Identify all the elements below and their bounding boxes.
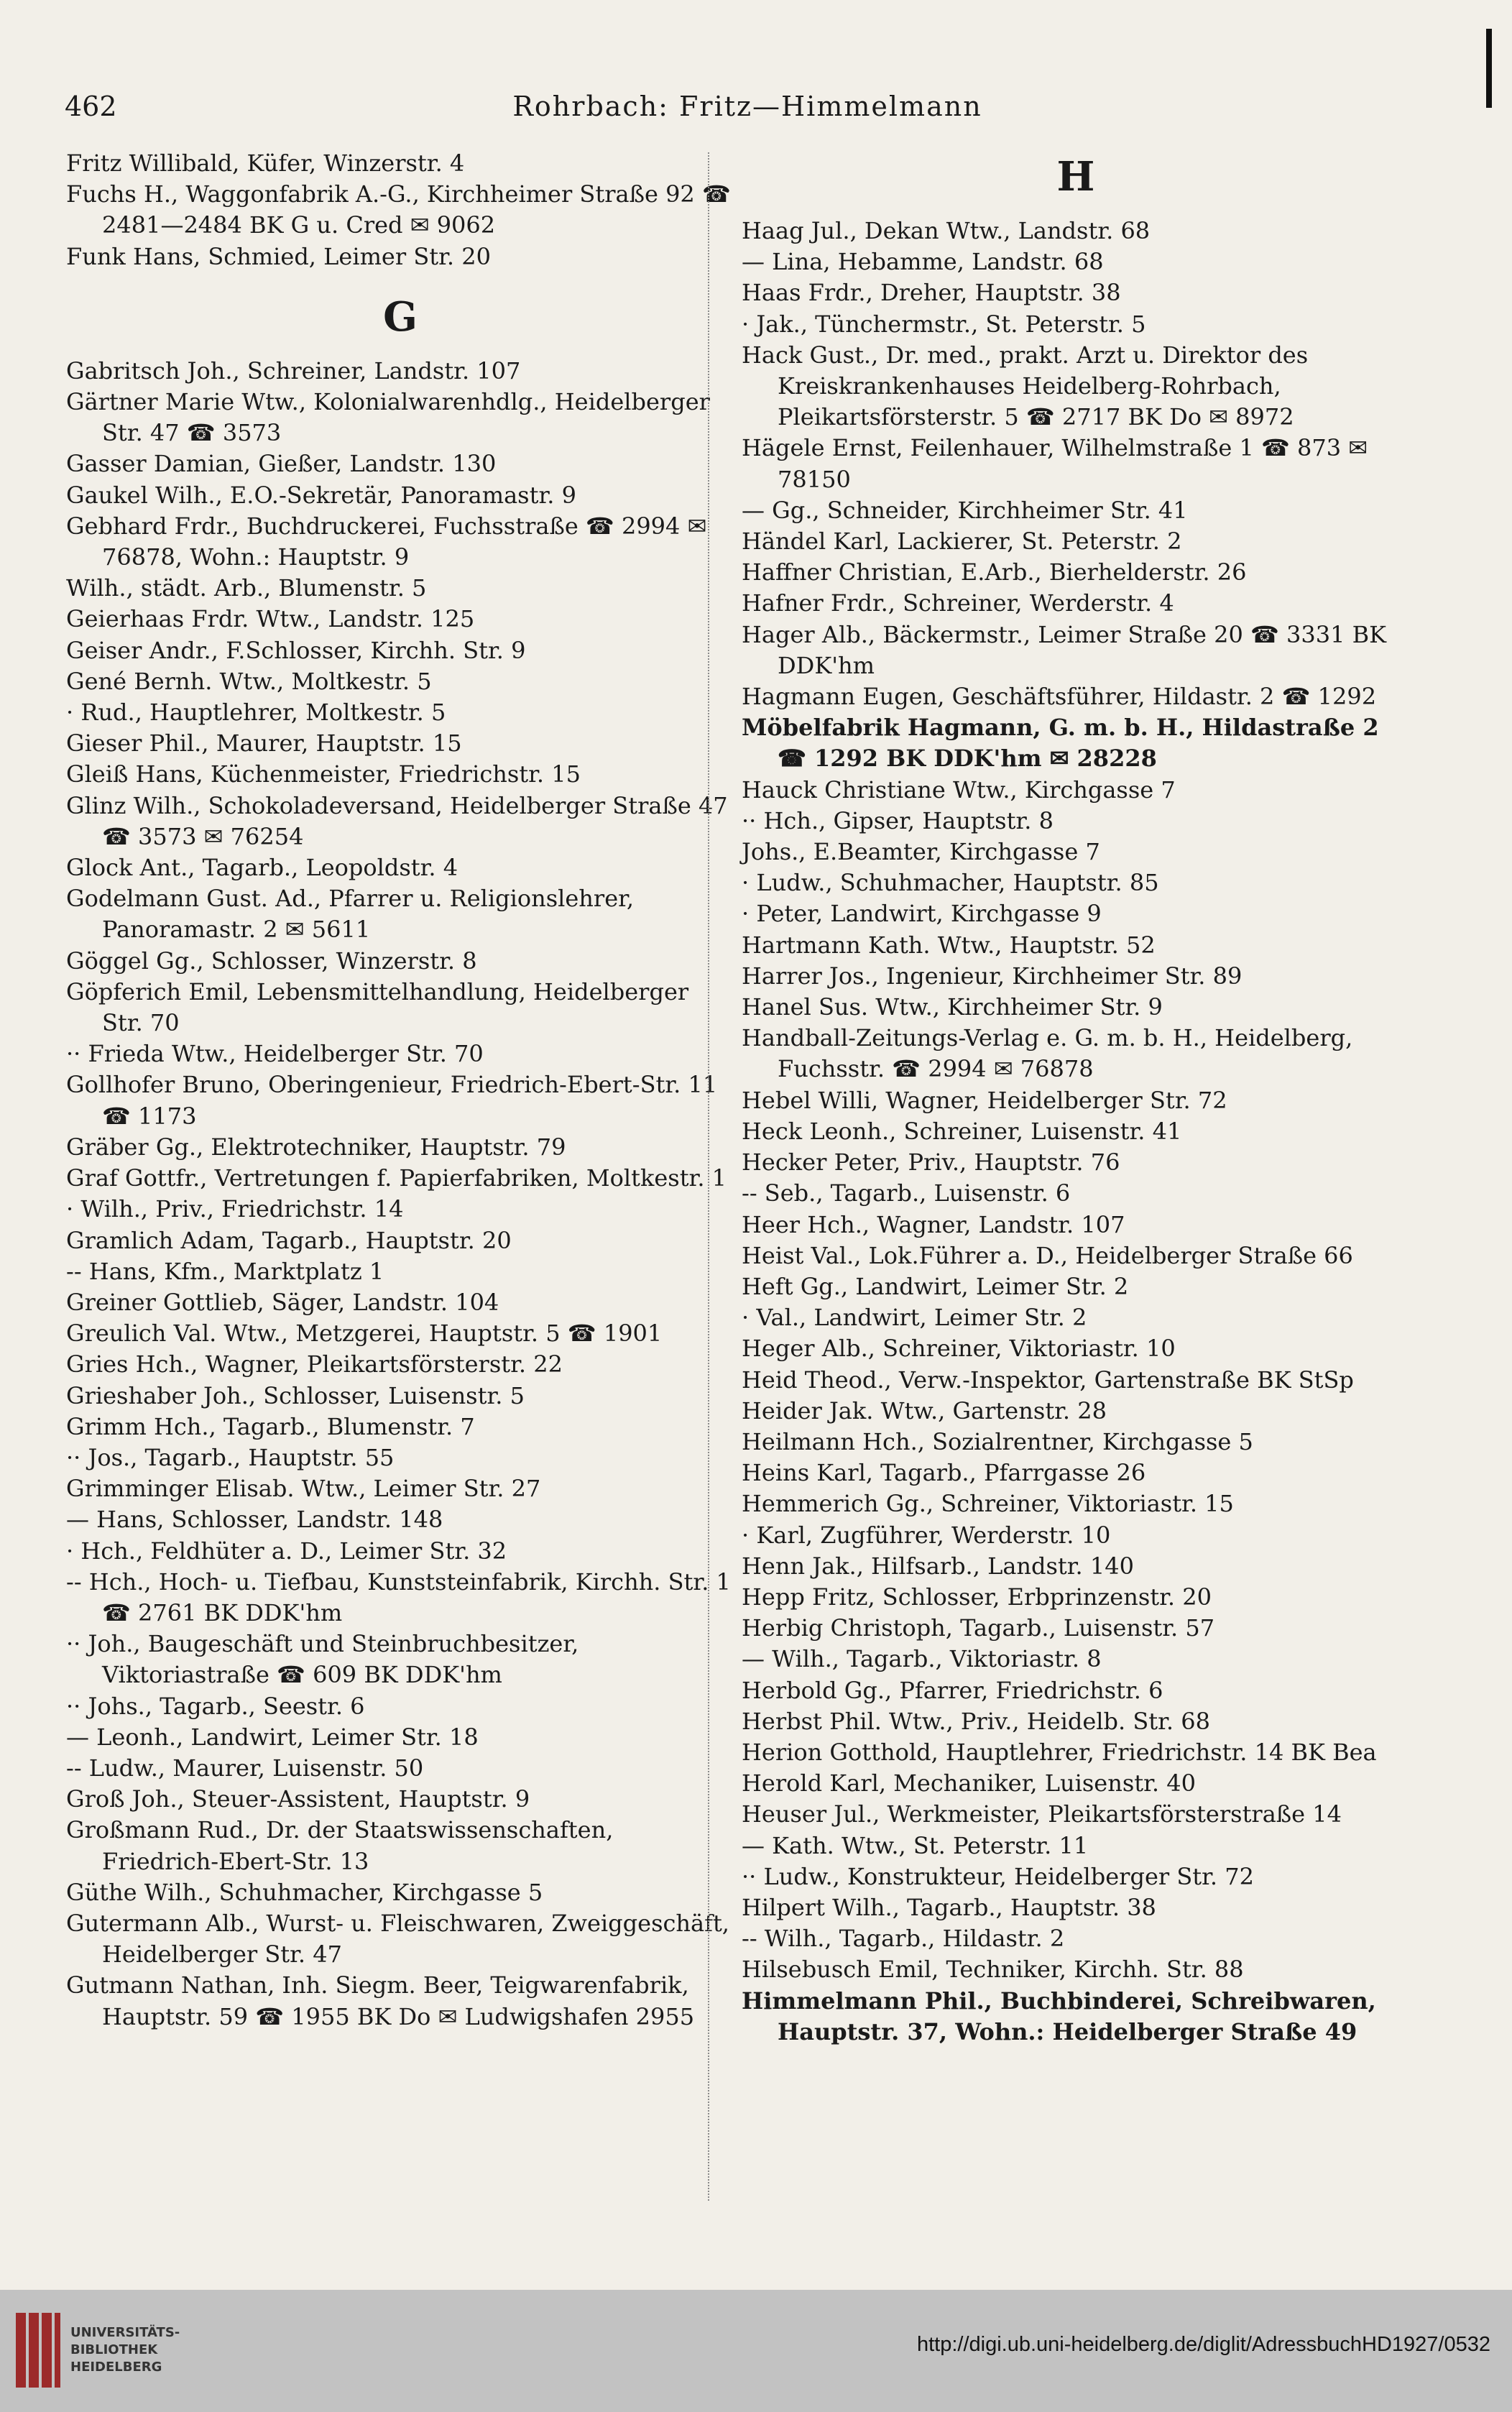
directory-entry: Gieser Phil., Maurer, Hauptstr. 15 <box>66 729 462 758</box>
directory-entry: Gramlich Adam, Tagarb., Hauptstr. 20 <box>66 1226 512 1254</box>
directory-entry: Herbig Christoph, Tagarb., Luisenstr. 57 <box>742 1614 1215 1642</box>
directory-entry: Heist Val., Lok.Führer a. D., Heidelberger Straße 66 <box>742 1241 1353 1269</box>
entries-g <box>66 356 734 2033</box>
directory-entry: Glock Ant., Tagarb., Leopoldstr. 4 <box>66 854 458 882</box>
directory-entry: Hanel Sus. Wtw., Kirchheimer Str. 9 <box>742 993 1163 1021</box>
directory-entry: Herion Gotthold, Hauptlehrer, Friedrichstr. 14 BK Bea <box>742 1738 1377 1766</box>
directory-entry: Hauck Christiane Wtw., Kirchgasse 7 <box>742 775 1176 804</box>
directory-entry: Gaukel Wilh., E.O.-Sekretär, Panoramastr. 9 <box>66 481 576 509</box>
directory-entry: Grimm Hch., Tagarb., Blumenstr. 7 <box>66 1412 475 1440</box>
directory-entry: Gleiß Hans, Küchenmeister, Friedrichstr. 15 <box>66 760 581 788</box>
bold-entry-moebelfabrik: Möbelfabrik Hagmann, G. m. b. H., Hildastraße 2 ☎ 1292 BK DDK'hm ✉ 28228 <box>742 714 1379 773</box>
column-divider <box>708 152 711 2201</box>
directory-entry: · Peter, Landwirt, Kirchgasse 9 <box>742 900 1102 928</box>
directory-entry: Haag Jul., Dekan Wtw., Landstr. 68 <box>742 217 1151 244</box>
directory-entry: Greulich Val. Wtw., Metzgerei, Hauptstr. 5 ☎ 1901 <box>66 1320 663 1348</box>
directory-entry: ·· Jos., Tagarb., Hauptstr. 55 <box>66 1443 395 1471</box>
directory-entry: -- Hans, Kfm., Marktplatz 1 <box>66 1257 384 1285</box>
directory-entry: Hecker Peter, Priv., Hauptstr. 76 <box>742 1149 1120 1177</box>
footer-bar <box>0 2290 1512 2412</box>
logo-line-3: HEIDELBERG <box>70 2360 162 2375</box>
margin-mark <box>1486 29 1492 108</box>
left-column <box>66 148 734 2033</box>
directory-entry: Heer Hch., Wagner, Landstr. 107 <box>742 1210 1125 1238</box>
directory-entry: Gené Bernh. Wtw., Moltkestr. 5 <box>66 667 432 695</box>
directory-entry: -- Seb., Tagarb., Luisenstr. 6 <box>742 1179 1071 1207</box>
directory-entry: Gollhofer Bruno, Oberingenieur, Friedrich-Ebert-Str. 11 ☎ 1173 <box>66 1071 718 1130</box>
directory-entry: · Jak., Tünchermstr., St. Peterstr. 5 <box>742 310 1146 338</box>
directory-entry: — Wilh., Tagarb., Viktoriastr. 8 <box>742 1645 1102 1673</box>
running-head: Rohrbach: Fritz—Himmelmann <box>512 91 982 122</box>
library-logo <box>16 2309 181 2395</box>
directory-entry: ·· Hch., Gipser, Hauptstr. 8 <box>742 806 1054 834</box>
directory-entry: Hagmann Eugen, Geschäftsführer, Hildastr. 2 ☎ 1292 <box>742 683 1377 711</box>
directory-entry: Händel Karl, Lackierer, St. Peterstr. 2 <box>742 528 1182 556</box>
directory-entry: · Wilh., Priv., Friedrichstr. 14 <box>66 1195 404 1223</box>
directory-entry: Gries Hch., Wagner, Pleikartsförsterstr. 22 <box>66 1350 563 1378</box>
directory-entry: Hafner Frdr., Schreiner, Werderstr. 4 <box>742 589 1174 617</box>
logo-line-1: UNIVERSITÄTS- <box>70 2325 180 2340</box>
directory-entry: Göggel Gg., Schlosser, Winzerstr. 8 <box>66 947 477 975</box>
directory-entry: — Lina, Hebamme, Landstr. 68 <box>742 248 1104 276</box>
directory-entry: Fritz Willibald, Küfer, Winzerstr. 4 <box>66 149 465 177</box>
directory-entry: Heck Leonh., Schreiner, Luisenstr. 41 <box>742 1117 1182 1145</box>
directory-entry: Geierhaas Frdr. Wtw., Landstr. 125 <box>66 605 475 633</box>
directory-entry: Wilh., städt. Arb., Blumenstr. 5 <box>66 574 427 602</box>
directory-entry: ·· Johs., Tagarb., Seestr. 6 <box>66 1692 365 1720</box>
directory-entry: Gasser Damian, Gießer, Landstr. 130 <box>66 450 497 478</box>
directory-entry: ·· Joh., Baugeschäft und Steinbruchbesitzer, Viktoriastraße ☎ 609 BK DDK'hm <box>66 1630 579 1689</box>
directory-entry: · Val., Landwirt, Leimer Str. 2 <box>742 1304 1087 1332</box>
directory-entry: Herbst Phil. Wtw., Priv., Heidelb. Str. 68 <box>742 1707 1210 1735</box>
directory-entry: Gärtner Marie Wtw., Kolonialwarenhdlg., Heidelberger Str. 47 ☎ 3573 <box>66 388 710 447</box>
directory-entry: — Leonh., Landwirt, Leimer Str. 18 <box>66 1723 479 1751</box>
directory-entry: -- Ludw., Maurer, Luisenstr. 50 <box>66 1754 424 1782</box>
right-column <box>742 148 1410 2048</box>
directory-entry: Heft Gg., Landwirt, Leimer Str. 2 <box>742 1272 1129 1300</box>
directory-entry: Heins Karl, Tagarb., Pfarrgasse 26 <box>742 1459 1146 1487</box>
directory-entry: Hilpert Wilh., Tagarb., Hauptstr. 38 <box>742 1893 1156 1921</box>
directory-entry: Graf Gottfr., Vertretungen f. Papierfabriken, Moltkestr. 1 <box>66 1164 727 1192</box>
directory-entry: Geiser Andr., F.Schlosser, Kirchh. Str. 9 <box>66 636 526 664</box>
directory-entry: Grimminger Elisab. Wtw., Leimer Str. 27 <box>66 1475 541 1503</box>
directory-entry: Grieshaber Joh., Schlosser, Luisenstr. 5 <box>66 1381 525 1409</box>
directory-entry: Heger Alb., Schreiner, Viktoriastr. 10 <box>742 1335 1176 1363</box>
directory-entry: Gräber Gg., Elektrotechniker, Hauptstr. 79 <box>66 1133 566 1161</box>
directory-entry: Henn Jak., Hilfsarb., Landstr. 140 <box>742 1552 1134 1580</box>
directory-entry: ·· Ludw., Konstrukteur, Heidelberger Str. 72 <box>742 1862 1254 1890</box>
library-logo-text <box>70 2324 180 2376</box>
directory-entry: · Karl, Zugführer, Werderstr. 10 <box>742 1521 1111 1549</box>
directory-entry: Godelmann Gust. Ad., Pfarrer u. Religionslehrer, Panoramastr. 2 ✉ 5611 <box>66 885 635 944</box>
entries-h <box>742 216 1410 712</box>
directory-entry: Greiner Gottlieb, Säger, Landstr. 104 <box>66 1288 499 1316</box>
directory-entry: · Rud., Hauptlehrer, Moltkestr. 5 <box>66 699 446 727</box>
directory-entry: ·· Frieda Wtw., Heidelberger Str. 70 <box>66 1040 484 1068</box>
directory-entry: Harrer Jos., Ingenieur, Kirchheimer Str. 89 <box>742 962 1243 990</box>
entries-f <box>66 148 734 272</box>
directory-entry: Herbold Gg., Pfarrer, Friedrichstr. 6 <box>742 1676 1163 1704</box>
directory-entry: Hemmerich Gg., Schreiner, Viktoriastr. 15 <box>742 1490 1234 1518</box>
directory-entry: Groß Joh., Steuer-Assistent, Hauptstr. 9 <box>66 1785 530 1813</box>
directory-entry: — Gg., Schneider, Kirchheimer Str. 41 <box>742 496 1188 524</box>
directory-entry: Glinz Wilh., Schokoladeversand, Heidelberger Straße 47 ☎ 3573 ✉ 76254 <box>66 791 728 850</box>
directory-entry: -- Hch., Hoch- u. Tiefbau, Kunststeinfabrik, Kirchh. Str. 1 ☎ 2761 BK DDK'hm <box>66 1568 731 1626</box>
directory-entry: · Hch., Feldhüter a. D., Leimer Str. 32 <box>66 1537 507 1565</box>
directory-entry: Fuchs H., Waggonfabrik A.-G., Kirchheimer Straße 92 ☎ 2481—2484 BK G u. Cred ✉ 9062 <box>66 180 731 239</box>
page-header <box>65 85 1430 128</box>
directory-entry: Heuser Jul., Werkmeister, Pleikartsförsterstraße 14 <box>742 1800 1342 1828</box>
directory-entry: — Kath. Wtw., St. Peterstr. 11 <box>742 1831 1089 1859</box>
directory-entry: Heilmann Hch., Sozialrentner, Kirchgasse 5 <box>742 1427 1253 1455</box>
directory-entry: Hebel Willi, Wagner, Heidelberger Str. 72 <box>742 1086 1227 1114</box>
directory-entry: Hepp Fritz, Schlosser, Erbprinzenstr. 20 <box>742 1583 1212 1611</box>
directory-entry: Johs., E.Beamter, Kirchgasse 7 <box>742 838 1100 866</box>
directory-entry: Haas Frdr., Dreher, Hauptstr. 38 <box>742 279 1121 307</box>
directory-entry: -- Wilh., Tagarb., Hildastr. 2 <box>742 1925 1065 1953</box>
directory-entry: Heid Theod., Verw.-Inspektor, Gartenstraße BK StSp <box>742 1366 1354 1394</box>
directory-entry: Gebhard Frdr., Buchdruckerei, Fuchsstraße ☎ 2994 ✉ 76878, Wohn.: Hauptstr. 9 <box>66 512 707 571</box>
directory-entry: Hilsebusch Emil, Techniker, Kirchh. Str. 88 <box>742 1956 1244 1984</box>
bold-entry-himmelmann: Himmelmann Phil., Buchbinderei, Schreibwaren, Hauptstr. 37, Wohn.: Heidelberger Straße 49 <box>742 1987 1376 2045</box>
directory-entry: Güthe Wilh., Schuhmacher, Kirchgasse 5 <box>66 1878 543 1906</box>
directory-entry: · Ludw., Schuhmacher, Hauptstr. 85 <box>742 869 1159 897</box>
logo-line-2: BIBLIOTHEK <box>70 2342 158 2357</box>
directory-entry: Haffner Christian, E.Arb., Bierhelderstr. 26 <box>742 558 1247 586</box>
directory-entry: Hager Alb., Bäckermstr., Leimer Straße 20 ☎ 3331 BK DDK'hm <box>742 620 1387 679</box>
footer-url-link[interactable]: http://digi.ub.uni-heidelberg.de/diglit/AdressbuchHD1927/0532 <box>916 2333 1490 2356</box>
directory-entry: Hägele Ernst, Feilenhauer, Wilhelmstraße 1 ☎ 873 ✉ 78150 <box>742 434 1368 493</box>
directory-entry: Göpferich Emil, Lebensmittelhandlung, Heidelberger Str. 70 <box>66 977 689 1037</box>
letter-heading-g: G <box>383 293 418 341</box>
page-number: 462 <box>65 91 117 122</box>
directory-entry: Hartmann Kath. Wtw., Hauptstr. 52 <box>742 931 1156 959</box>
directory-entry: — Hans, Schlosser, Landstr. 148 <box>66 1506 443 1534</box>
directory-entry: Herold Karl, Mechaniker, Luisenstr. 40 <box>742 1769 1196 1798</box>
directory-entry: Gabritsch Joh., Schreiner, Landstr. 107 <box>66 356 521 385</box>
directory-entry: Handball-Zeitungs-Verlag e. G. m. b. H., Heidelberg, Fuchsstr. ☎ 2994 ✉ 76878 <box>742 1024 1353 1083</box>
letter-heading-h: H <box>1056 153 1095 201</box>
library-logo-icon <box>16 2313 60 2388</box>
directory-entry: Gutmann Nathan, Inh. Siegm. Beer, Teigwarenfabrik, Hauptstr. 59 ☎ 1955 BK Do ✉ Ludwigshafen 2955 <box>66 1971 695 2030</box>
directory-entry: Großmann Rud., Dr. der Staatswissenschaften, Friedrich-Ebert-Str. 13 <box>66 1816 614 1875</box>
entries-h2 <box>742 775 1410 1986</box>
directory-entry: Funk Hans, Schmied, Leimer Str. 20 <box>66 242 491 270</box>
directory-entry: Heider Jak. Wtw., Gartenstr. 28 <box>742 1396 1107 1424</box>
directory-entry: Gutermann Alb., Wurst- u. Fleischwaren, Zweiggeschäft, Heidelberger Str. 47 <box>66 1909 729 1969</box>
directory-entry: Hack Gust., Dr. med., prakt. Arzt u. Direktor des Kreiskrankenhauses Heidelberg-Rohrbach, Pleikartsförsterstr. 5 ☎ 2717 BK Do ✉ 8972 <box>742 341 1309 431</box>
